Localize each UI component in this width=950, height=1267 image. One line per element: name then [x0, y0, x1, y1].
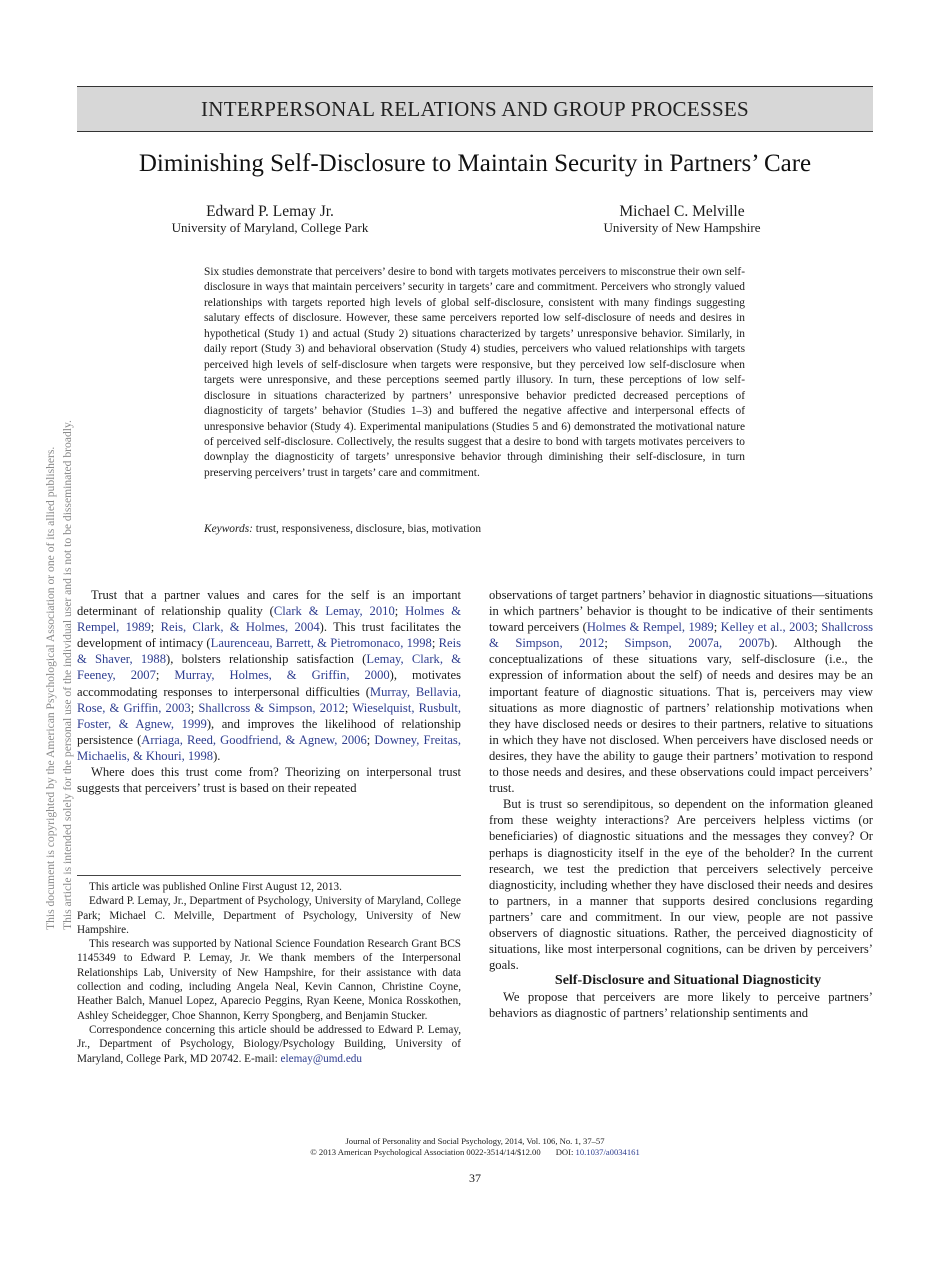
- journal-citation: Journal of Personality and Social Psychology, 2014, Vol. 106, No. 1, 37–57: [345, 1136, 605, 1146]
- author-name: Edward P. Lemay Jr.: [206, 203, 334, 220]
- correspondence-text: Correspondence concerning this article should be addressed to Edward P. Lemay, Jr., Department of Psychology, Biology/Psychology Building, University of Maryland, College Park, MD 20742. E-mail:: [77, 1023, 461, 1065]
- citation-link[interactable]: Wieselquist, Rusbult, Foster, & Agnew, 1999: [77, 700, 461, 731]
- author-block-2: [552, 204, 812, 236]
- body-text: ), and improves the likelihood of relationship persistence (: [77, 716, 461, 747]
- journal-footer: [77, 1136, 873, 1157]
- footnote-affiliations: Edward P. Lemay, Jr., Department of Psychology, University of Maryland, College Park; Michael C. Melville, Department of Psychology, University of New Hampshire.: [77, 895, 461, 936]
- copyright-line: [77, 1147, 873, 1158]
- footnote-published: This article was published Online First August 12, 2013.: [89, 881, 342, 893]
- email-link[interactable]: elemay@umd.edu: [280, 1052, 362, 1065]
- citation-link[interactable]: Reis, Clark, & Holmes, 2004: [160, 620, 320, 635]
- page-number: 37: [469, 1171, 481, 1185]
- citation-link[interactable]: Shallcross & Simpson, 2012: [489, 620, 874, 651]
- citation-link[interactable]: Laurenceau, Barrett, & Pietromonaco, 1998: [210, 636, 432, 651]
- body-text: ;: [394, 604, 406, 619]
- left-paragraph-1: [77, 587, 461, 764]
- author-block-1: [130, 204, 410, 236]
- doi-link[interactable]: 10.1037/a0034161: [575, 1146, 640, 1157]
- body-text: ;: [344, 700, 353, 715]
- body-text: ;: [431, 636, 439, 651]
- keywords: [204, 523, 745, 535]
- citation-link[interactable]: Holmes & Rempel, 1989: [77, 604, 462, 635]
- right-paragraph-1: [489, 587, 873, 796]
- body-text: ). Although the conceptualizations of these situations vary, self-disclosure (i.e., the expression of information about the self) of needs and desires may be an important feature of diagnostic situations. That is, perceivers may view situations as more diagnostic of partners’ relationship motivations when they have disclosed needs or desires to their partners, relative to situations in which they have not disclosed. When perceivers have disclosed needs or desires, they have the ability to gauge their partners’ motivation to respond to those needs and desires, and these observations could impact perceivers’ trust.: [489, 636, 873, 796]
- citation-link[interactable]: Downey, Freitas, Michaelis, & Khouri, 1998: [77, 732, 461, 763]
- citation-link[interactable]: Clark & Lemay, 2010: [273, 604, 395, 619]
- citation-link[interactable]: Arriaga, Reed, Goodfriend, & Agnew, 2006: [141, 732, 367, 747]
- author-affiliation: University of New Hampshire: [603, 220, 761, 235]
- body-text: ), motivates accommodating responses to interpersonal difficulties (: [77, 668, 461, 699]
- citation-link[interactable]: Reis & Shaver, 1988: [77, 636, 461, 667]
- citation-link[interactable]: Simpson, 2007a, 2007b: [624, 636, 771, 651]
- body-text: ). This trust facilitates the development of intimacy (: [77, 620, 462, 651]
- abstract: Six studies demonstrate that perceivers’ desire to bond with targets motivates perceivers to misconstrue their own self-disclosure in ways that maintain perceivers’ security in targets’ care and commitment. Perceivers who strongly valued relationships with targets reported high levels of global self-disclosure, consistent with many findings suggesting salutary effects of disclosure. However, these same perceivers reported low self-disclosure of needs and desires in hypothetical (Study 1) and actual (Study 2) situations characterized by targets’ unresponsive behavior. Similarly, in daily report (Study 3) and behavioral observation (Study 4) studies, perceivers who valued relationships with targets perceived high levels of self-disclosure when targets were responsive, but they perceived low self-disclosure when targets were unresponsive, and these perceptions seemed partly illusory. In turn, these perceptions of low self-disclosure in situations characterized by partners’ unresponsive behavior predicted decreased perceptions of diagnosticity of targets’ behavior (Studies 1–3) and buffered the negative affective and interpersonal effects of unresponsive behavior (Study 4). Experimental manipulations (Studies 5 and 6) demonstrated the motivational nature of perceived self-disclosure. Collectively, the results suggest that a desire to bond with targets motivates perceivers to downplay the diagnosticity of targets’ unresponsive behavior through diminishing their self-disclosure, in turn preserving perceivers’ trust in targets’ care and commitment.: [204, 266, 745, 479]
- left-paragraph-2: Where does this trust come from? Theorizing on interpersonal trust suggests that perceivers’ trust is based on their repeated: [77, 765, 461, 796]
- citation-link[interactable]: Murray, Holmes, & Griffin, 2000: [174, 668, 390, 683]
- citation-link[interactable]: Murray, Bellavia, Rose, & Griffin, 2003: [77, 684, 462, 715]
- footnote-funding: This research was supported by National Science Foundation Research Grant BCS 1145349 to Edward P. Lemay, Jr. We thank members of the Interpersonal Relationships Lab, University of New Hampshire, for their assistance with data collection and coding, including Angela Neal, Kevin Cannon, Christine Coyne, Heather Balch, Manuel Lopez, Aparecio Peggins, Ryan Keene, Monica Rosskothen, Ashley Scheidegger, Choe Shannon, Kerry Spongberg, and Benjamin Stucker.: [77, 938, 461, 1022]
- body-text: ;: [155, 668, 175, 683]
- section-heading: Self-Disclosure and Situational Diagnosticity: [554, 973, 822, 989]
- body-text: ;: [366, 732, 375, 747]
- citation-link[interactable]: Holmes & Rempel, 1989: [586, 620, 714, 635]
- body-text: ;: [604, 636, 625, 651]
- footnote-correspondence: [77, 1023, 461, 1066]
- right-paragraph-3: We propose that perceivers are more likely to perceive partners’ behaviors as diagnostic of partners’ relationship sentiments and: [489, 990, 873, 1021]
- body-text: ;: [190, 700, 199, 715]
- body-text: ), bolsters relationship satisfaction (: [166, 652, 367, 667]
- doi-label: DOI:: [555, 1146, 574, 1157]
- right-paragraph-2: But is trust so serendipitous, so dependent on the information gleaned from these weighty interactions? Are perceivers helpless victims (or beneficiaries) of diagnostic situations and the messages they convey? Or perhaps is diagnosticity itself in the eye of the beholder? In the current research, we test the prediction that perceivers selectively perceive diagnosticity, including whether they have disclosed their needs and desires to partners, in a manner that supports desired conclusions regarding partners’ care and commitment. In our view, people are not passive observers of diagnostic situations. Rather, the perceived diagnosticity of situations, like most interpersonal cognitions, can be driven by perceivers’ goals.: [489, 797, 873, 973]
- copyright-notice-line-1: This document is copyrighted by the American Psychological Association or one of its allied publishers.: [44, 446, 57, 930]
- keywords-text: trust, responsiveness, disclosure, bias, motivation: [255, 523, 482, 535]
- citation-link[interactable]: Kelley et al., 2003: [720, 620, 815, 635]
- copyright-text: © 2013 American Psychological Association 0022-3514/14/$12.00: [310, 1146, 541, 1157]
- citation-link[interactable]: Shallcross & Simpson, 2012: [198, 700, 345, 715]
- body-column-left: [77, 587, 461, 796]
- keywords-label: Keywords:: [204, 523, 253, 535]
- body-text: ;: [713, 620, 721, 635]
- copyright-notice-line-2: This article is intended solely for the personal use of the individual user and is not to be disseminated broadly.: [61, 420, 74, 930]
- body-column-right: [489, 587, 873, 1022]
- footnote-rule: [77, 875, 461, 876]
- body-text: ).: [213, 748, 221, 763]
- footnotes: [77, 880, 461, 1066]
- author-name: Michael C. Melville: [619, 203, 745, 220]
- article-title: Diminishing Self-Disclosure to Maintain Security in Partners’ Care: [138, 150, 812, 177]
- body-text: observations of target partners’ behavior in diagnostic situations—situations in which partners’ behavior is thought to be indicative of their sentiments toward perceivers (: [489, 588, 873, 635]
- author-affiliation: University of Maryland, College Park: [171, 220, 369, 235]
- citation-link[interactable]: Lemay, Clark, & Feeney, 2007: [77, 652, 462, 683]
- section-band: INTERPERSONAL RELATIONS AND GROUP PROCESSES: [77, 86, 873, 132]
- body-text: Trust that a partner values and cares for the self is an important determinant of relationship quality (: [77, 588, 461, 619]
- body-text: ;: [150, 620, 161, 635]
- copyright-notice: [6, 100, 74, 930]
- body-text: ;: [814, 620, 822, 635]
